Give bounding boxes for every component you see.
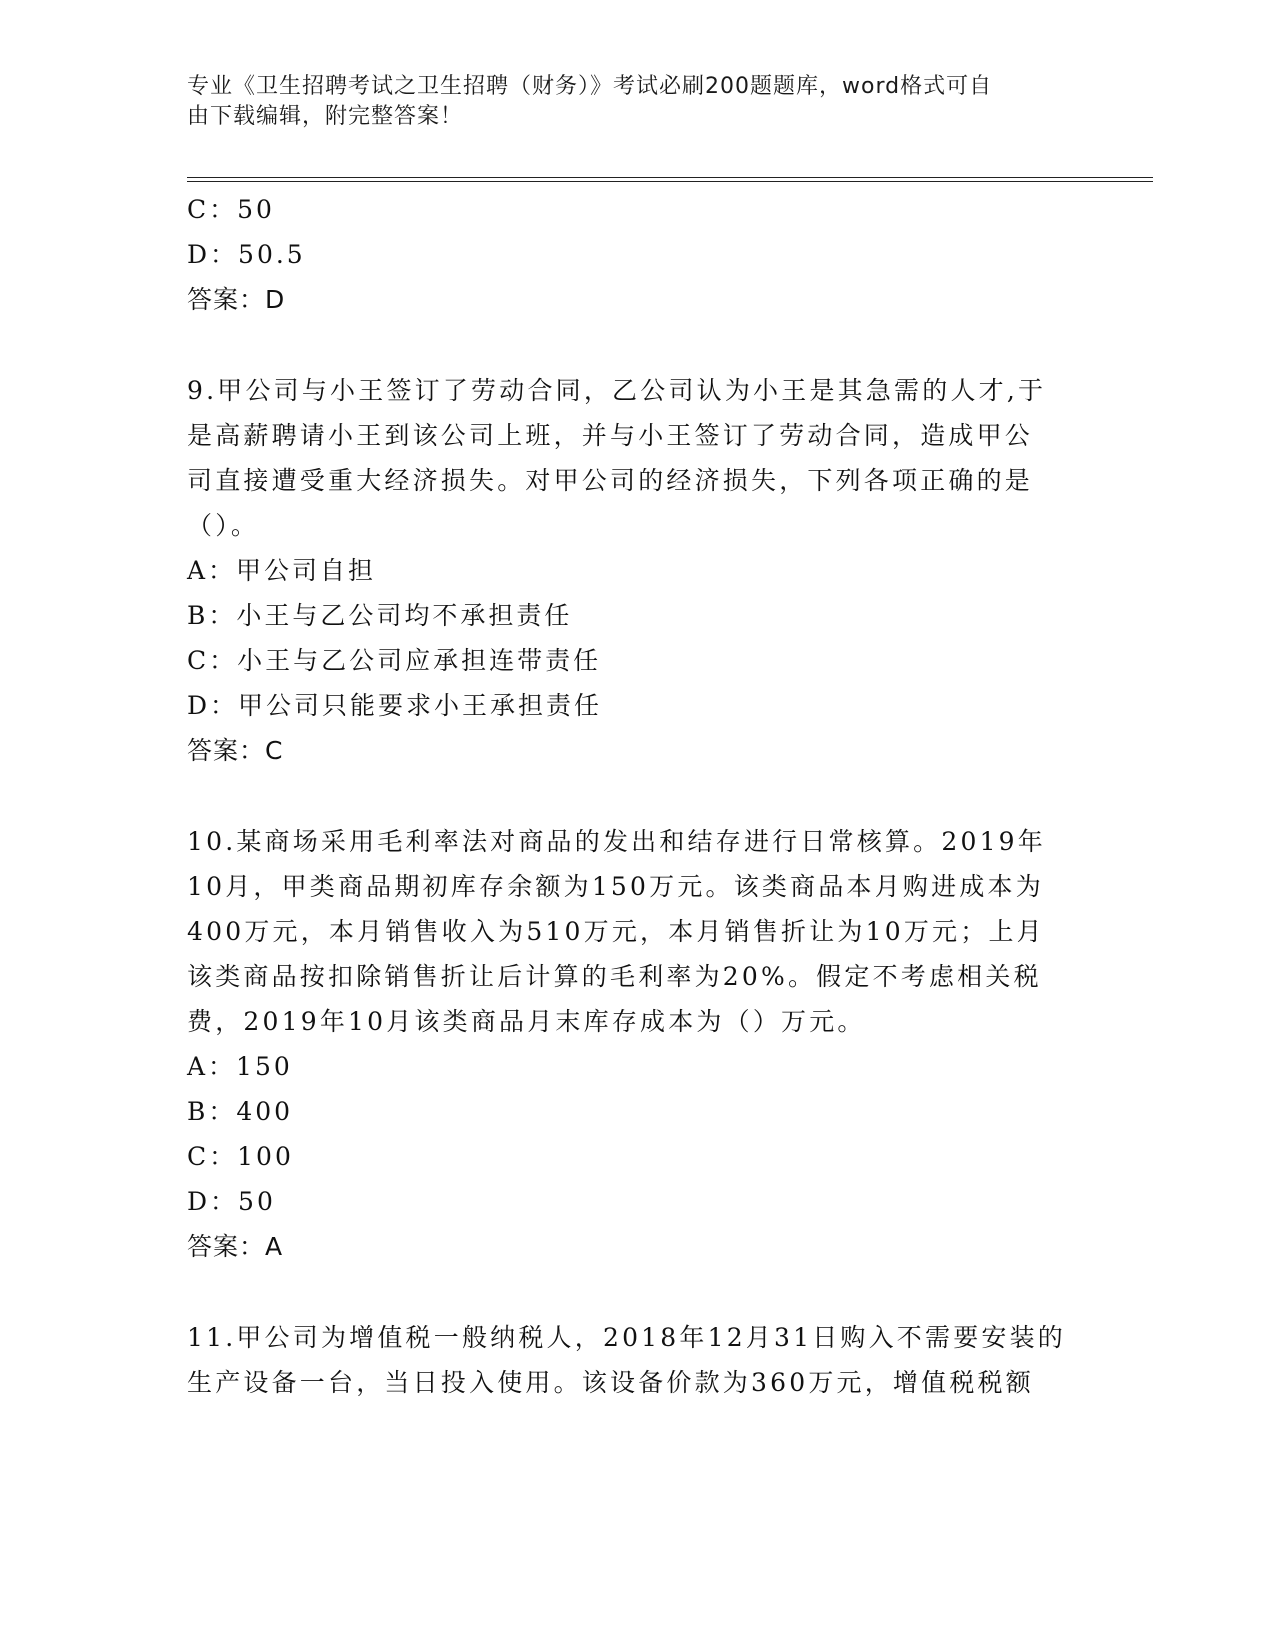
previous-question-tail xyxy=(187,187,1067,322)
option-c: C：50 xyxy=(187,195,275,224)
stem-line: 11.甲公司为增值税一般纳税人，2018年12月31日购入不需要安装的 xyxy=(187,1323,1067,1352)
option-b: B：400 xyxy=(187,1097,294,1126)
question-spacer xyxy=(187,1269,1067,1315)
stem-line: 400万元，本月销售收入为510万元，本月销售折让为10万元；上月 xyxy=(187,917,1045,946)
question-10 xyxy=(187,819,1067,1269)
page-header xyxy=(187,72,1067,132)
question-9 xyxy=(187,368,1067,773)
stem-line: 该类商品按扣除销售折让后计算的毛利率为20%。假定不考虑相关税 xyxy=(187,962,1042,991)
option-c: C：100 xyxy=(187,1142,294,1171)
option-a: A：150 xyxy=(187,1052,293,1081)
answer-line: 答案：C xyxy=(187,736,284,765)
option-a: A：甲公司自担 xyxy=(187,556,377,585)
question-spacer xyxy=(187,322,1067,368)
stem-line: 生产设备一台，当日投入使用。该设备价款为360万元，增值税税额 xyxy=(187,1368,1034,1397)
header-divider-bottom xyxy=(187,181,1153,182)
header-line-2: 由下载编辑，附完整答案！ xyxy=(187,104,464,129)
question-spacer xyxy=(187,773,1067,819)
question-stem xyxy=(187,1315,1067,1405)
document-body xyxy=(187,187,1067,1405)
header-line-1: 专业《卫生招聘考试之卫生招聘（财务）》考试必刷200题题库，word格式可自 xyxy=(187,74,993,99)
option-c: C：小王与乙公司应承担连带责任 xyxy=(187,646,602,675)
question-11 xyxy=(187,1315,1067,1405)
answer-line: 答案：A xyxy=(187,1232,284,1261)
stem-line: 费，2019年10月该类商品月末库存成本为（）万元。 xyxy=(187,1007,866,1036)
option-d: D：甲公司只能要求小王承担责任 xyxy=(187,691,603,720)
stem-line: 是高薪聘请小王到该公司上班，并与小王签订了劳动合同，造成甲公 xyxy=(187,421,1034,450)
option-d: D：50.5 xyxy=(187,240,306,269)
stem-line: 10.某商场采用毛利率法对商品的发出和结存进行日常核算。2019年 xyxy=(187,827,1046,856)
option-d: D：50 xyxy=(187,1187,276,1216)
option-b: B：小王与乙公司均不承担责任 xyxy=(187,601,573,630)
stem-line: 10月，甲类商品期初库存余额为150万元。该类商品本月购进成本为 xyxy=(187,872,1044,901)
answer-line: 答案：D xyxy=(187,285,286,314)
question-stem xyxy=(187,368,1067,548)
stem-line: 9.甲公司与小王签订了劳动合同，乙公司认为小王是其急需的人才,于 xyxy=(187,376,1047,405)
question-stem xyxy=(187,819,1067,1044)
header-divider-top xyxy=(187,177,1153,178)
stem-line: 司直接遭受重大经济损失。对甲公司的经济损失，下列各项正确的是 xyxy=(187,466,1034,495)
stem-line: （）。 xyxy=(187,511,260,540)
